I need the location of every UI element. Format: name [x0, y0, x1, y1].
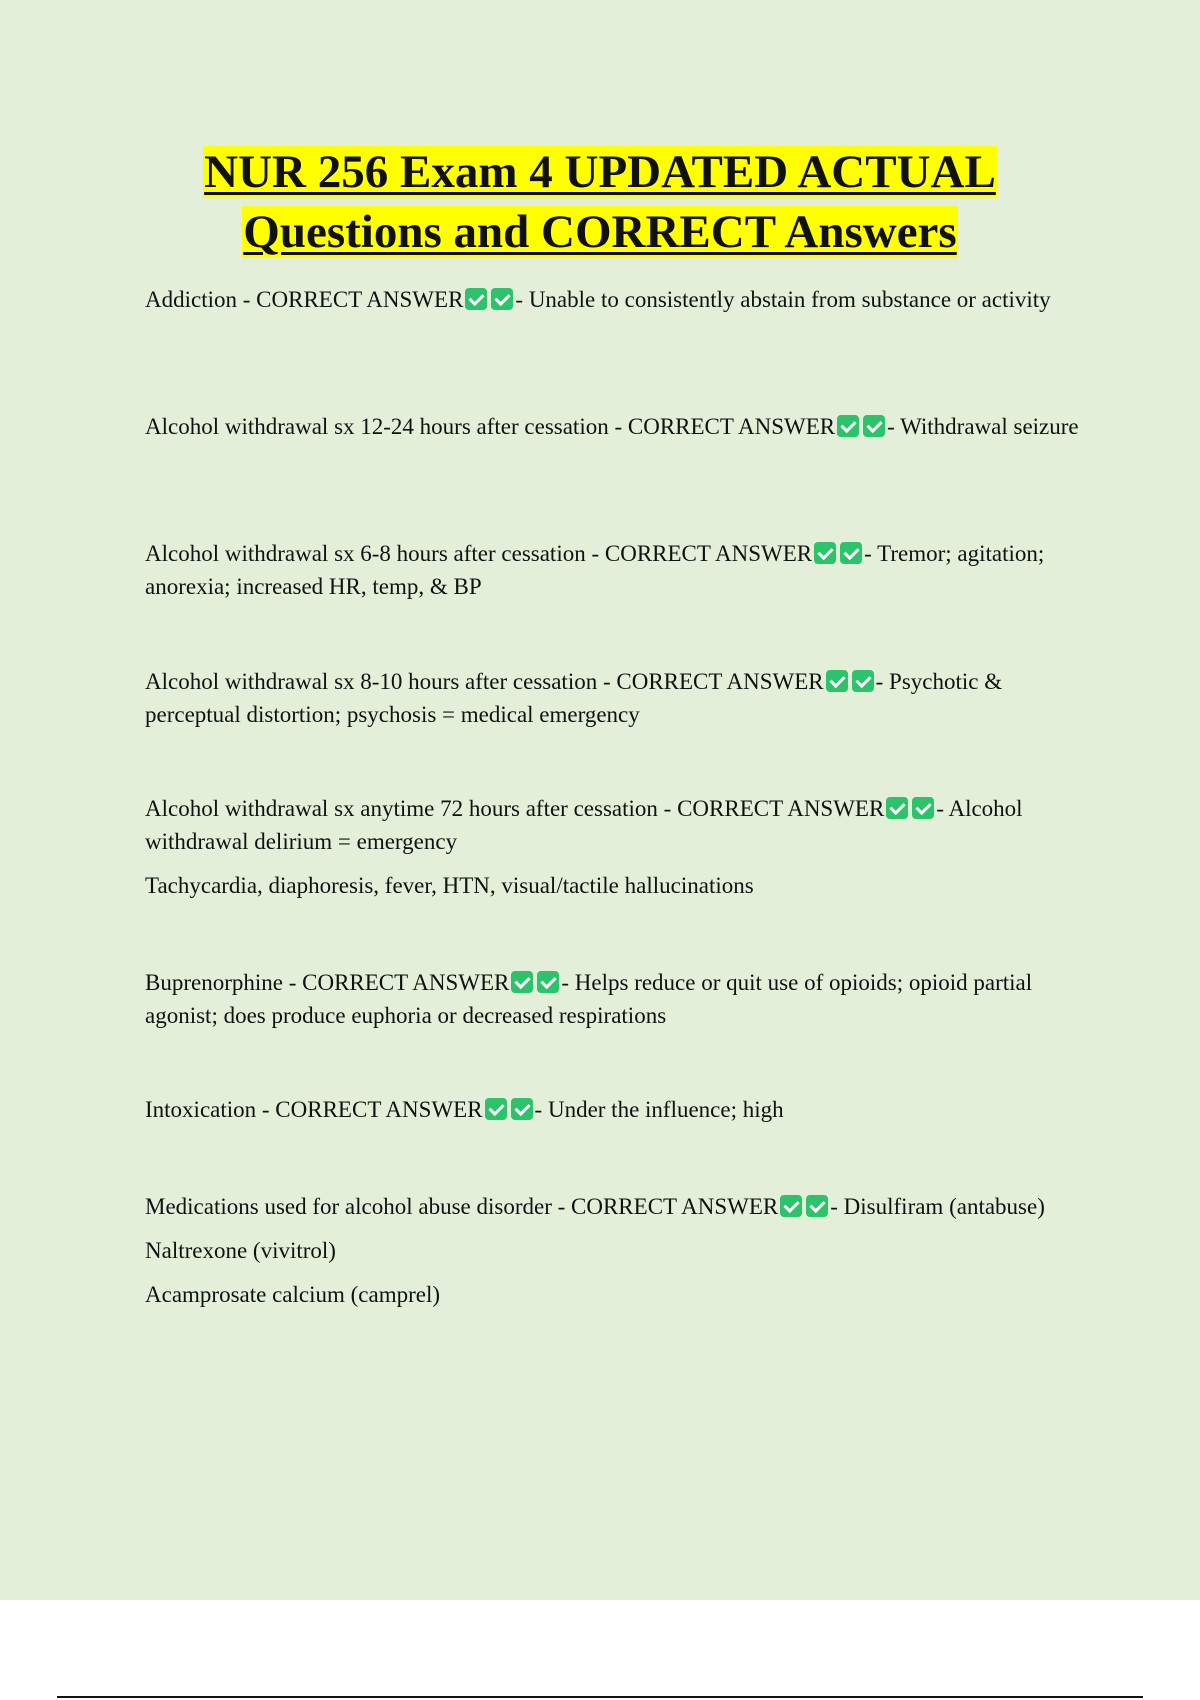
document-title	[0, 142, 1200, 262]
qa-entry	[145, 966, 1085, 1032]
qa-entry	[145, 1190, 1085, 1311]
entry-answer: - Withdrawal seizure	[887, 414, 1079, 439]
check-mark-icon	[814, 542, 836, 564]
entry-answer: - Helps reduce or quit use of opioids; opioid partial agonist; does produce euphoria or decreased respirations	[145, 970, 1033, 1028]
entry-term: Alcohol withdrawal sx 8-10 hours after cessation	[145, 669, 598, 694]
check-mark-icon	[780, 1195, 802, 1217]
check-mark-icon	[806, 1195, 828, 1217]
entry-answer: - Psychotic & perceptual distortion; psychosis = medical emergency	[145, 669, 1003, 727]
entry-extra-line: Acamprosate calcium (camprel)	[145, 1282, 441, 1307]
entry-extra-line: Tachycardia, diaphoresis, fever, HTN, visual/tactile hallucinations	[145, 873, 754, 898]
check-mark-icon	[837, 415, 859, 437]
check-mark-icon	[465, 288, 487, 310]
entry-answer: - Disulfiram (antabuse)	[830, 1194, 1045, 1219]
title-line-1: NUR 256 Exam 4 UPDATED ACTUAL	[204, 146, 996, 198]
entry-answer: - Tremor; agitation; anorexia; increased HR, temp, & BP	[145, 541, 1045, 599]
qa-entry	[145, 792, 1085, 902]
qa-entry	[145, 1093, 1085, 1126]
entry-answer: - Unable to consistently abstain from substance or activity	[515, 287, 1051, 312]
title-line-2: Questions and CORRECT Answers	[243, 206, 957, 258]
qa-entry	[145, 537, 1085, 603]
check-mark-icon	[886, 797, 908, 819]
entry-term: Alcohol withdrawal sx 6-8 hours after cessation	[145, 541, 586, 566]
check-mark-icon	[537, 971, 559, 993]
answer-marker: - CORRECT ANSWER	[602, 669, 824, 694]
entry-term: Intoxication	[145, 1097, 257, 1122]
answer-marker: - CORRECT ANSWER	[242, 287, 464, 312]
answer-marker: - CORRECT ANSWER	[288, 970, 510, 995]
answer-marker: - CORRECT ANSWER	[557, 1194, 779, 1219]
answer-marker: - CORRECT ANSWER	[591, 541, 813, 566]
answer-marker: - CORRECT ANSWER	[261, 1097, 483, 1122]
check-mark-icon	[491, 288, 513, 310]
entry-term: Alcohol withdrawal sx anytime 72 hours after cessation	[145, 796, 658, 821]
check-mark-icon	[852, 670, 874, 692]
footer-divider	[57, 1696, 1143, 1698]
check-mark-icon	[826, 670, 848, 692]
check-mark-icon	[511, 1098, 533, 1120]
entry-term: Alcohol withdrawal sx 12-24 hours after cessation	[145, 414, 609, 439]
answer-marker: - CORRECT ANSWER	[614, 414, 836, 439]
qa-entry	[145, 665, 1085, 731]
check-mark-icon	[912, 797, 934, 819]
check-mark-icon	[485, 1098, 507, 1120]
check-mark-icon	[840, 542, 862, 564]
answer-marker: - CORRECT ANSWER	[663, 796, 885, 821]
entry-term: Medications used for alcohol abuse disorder	[145, 1194, 552, 1219]
entry-term: Buprenorphine	[145, 970, 283, 995]
entry-extra-line: Naltrexone (vivitrol)	[145, 1238, 336, 1263]
qa-entry	[145, 283, 1085, 316]
entry-answer: - Under the influence; high	[534, 1097, 784, 1122]
entry-answer: - Alcohol withdrawal delirium = emergency	[145, 796, 1023, 854]
qa-entry	[145, 410, 1085, 443]
check-mark-icon	[511, 971, 533, 993]
check-mark-icon	[863, 415, 885, 437]
entry-term: Addiction	[145, 287, 237, 312]
